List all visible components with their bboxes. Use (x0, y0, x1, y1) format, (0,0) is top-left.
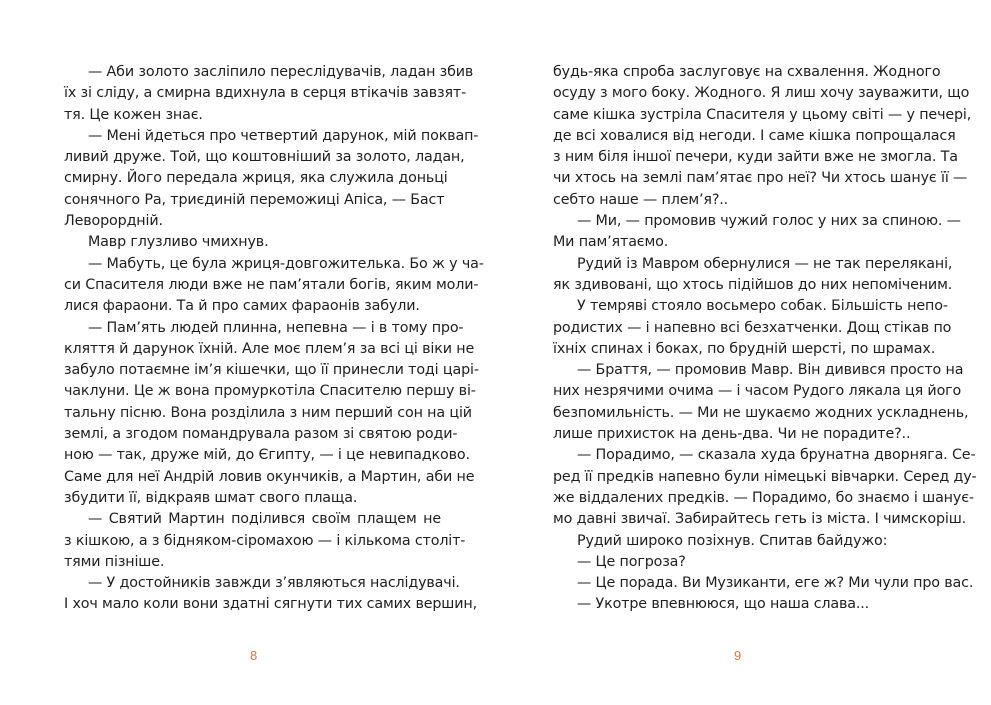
text-line: — Мені йдеться про четвертий дарунок, мій поквап- (88, 127, 479, 144)
text-line: де всі ховалися від негоди. І саме кішка попрощалася (553, 127, 956, 144)
text-line: родистих — і напевно всі безхатченки. Дощ стікав по (553, 319, 952, 336)
text-line: мо давні звичаї. Забирайтесь геть із міста. І чимскоріш. (553, 511, 967, 528)
text-line: їх зі сліду, а смирна вдихнула в серця втікачів завзят- (64, 85, 467, 102)
left-page-text (64, 62, 484, 616)
text-line: — Це порада. Ви Музиканти, еге ж? Ми чули про вас. (577, 575, 974, 592)
text-line: себто наше — плем’я?.. (553, 191, 729, 208)
text-line: з кішкою, а з бідняком-сіромахою — і кількома століт- (64, 532, 466, 549)
text-line: — Укотре впевнююся, що наша слава... (577, 596, 870, 613)
text-line: ною — так, друже мій, до Єгипту, — і це невипадково. (64, 447, 470, 464)
text-line: тальну пісню. Вона розділила з ним перший сон на цій (64, 404, 472, 421)
text-line: чи хтось на землі пам’ятає про неї? Чи хтось шанує її — (553, 170, 968, 187)
text-line: чаклуни. Це ж вона промуркотіла Спасителю першу ві- (64, 383, 476, 400)
text-line: Ми пам’ятаємо. (553, 234, 669, 251)
page-number-left: 8 (250, 648, 258, 663)
text-line: саме кішка зустріла Спасителя у цьому світі — у печері, (553, 106, 972, 123)
text-line: — У достойників завжди з’являються наслідувачі. (88, 575, 460, 592)
text-line: ред її предків напевно були німецькі вівчарки. Серед ду- (553, 468, 977, 485)
text-line: безпомильність. — Ми не шукаємо жодних ускладнень, (553, 404, 969, 421)
text-line: ливий друже. Той, що коштовніший за золото, ладан, (64, 149, 465, 166)
text-line: них незрячими очима — і часом Рудого лякала ця його (553, 383, 962, 400)
text-line: І хоч мало коли вони здатні сягнути тих самих вершин, (64, 596, 477, 613)
text-line: — Ми, — промовив чужий голос у них за спиною. — (577, 213, 961, 230)
text-line: смирну. Його передала жриця, яка служила доньці (64, 170, 448, 187)
right-page-text (553, 62, 977, 616)
text-line: тя. Це кожен знає. (64, 106, 203, 123)
right-page (496, 0, 991, 705)
text-line: з ним біля іншої печери, куди зайти вже не змогла. Та (553, 149, 958, 166)
text-line: — Аби золото засліпило переслідувачів, ладан збив (88, 64, 474, 80)
text-line: Леворордній. (64, 213, 163, 230)
text-line: осуду з мого боку. Жодного. Я лиш хочу зауважити, що (553, 85, 970, 102)
text-line: їхніх спинах і боках, по брудній шерсті, по шрамах. (553, 340, 936, 357)
text-line: лише прихисток на день-два. Чи не порадите?.. (553, 426, 911, 443)
text-line: землі, а згодом помандрувала разом зі святою роди- (64, 426, 458, 443)
text-line: — Мабуть, це була жриця-довгожителька. Бо ж у ча- (88, 255, 484, 272)
left-page (0, 0, 495, 705)
text-line: — Святий Мартин поділився своїм плащем не (88, 511, 441, 528)
text-line: — Це погроза? (577, 553, 686, 570)
text-line: Рудий широко позіхнув. Спитав байдужо: (577, 532, 888, 549)
text-line: будь-яка спроба заслуговує на схвалення. Жодного (553, 64, 941, 80)
text-line: лися фараони. Та й про самих фараонів забули. (64, 298, 420, 315)
text-line: як здивовані, що хтось підійшов до них непоміченим. (553, 276, 953, 293)
text-line: збудити її, відкраяв шмат свого плаща. (64, 489, 358, 506)
text-line: сонячного Ра, триєдиній переможиці Апіса, — Баст (64, 191, 445, 208)
text-line: Мавр глузливо чмихнув. (88, 234, 269, 251)
text-line: тями пізніше. (64, 553, 165, 570)
text-line: — Порадимо, — сказала худа брунатна дворняга. Се- (577, 447, 976, 464)
text-line: си Спасителя люди вже не пам’ятали богів, яким моли- (64, 276, 479, 293)
text-line: Саме для неї Андрій ловив окунчиків, а Мартин, аби не (64, 468, 475, 485)
page-number-right: 9 (734, 648, 742, 663)
text-line: забуло потаємне ім’я кішечки, що її принесли тоді царі- (64, 362, 479, 379)
text-line: — Пам’ять людей плинна, непевна — і в тому про- (88, 319, 464, 336)
text-line: же віддалених предків. — Порадимо, бо знаємо і шанує- (553, 489, 974, 506)
text-line: У темряві стояло восьмеро собак. Більшість непо- (577, 298, 948, 315)
text-line: Рудий із Мавром обернулися — не так перелякані, (577, 255, 953, 272)
text-line: кляття й дарунок їхній. Але моє плем’я за всі ці віки не (64, 340, 475, 357)
text-line: — Браття, — промовив Мавр. Він дивився просто на (577, 362, 964, 379)
